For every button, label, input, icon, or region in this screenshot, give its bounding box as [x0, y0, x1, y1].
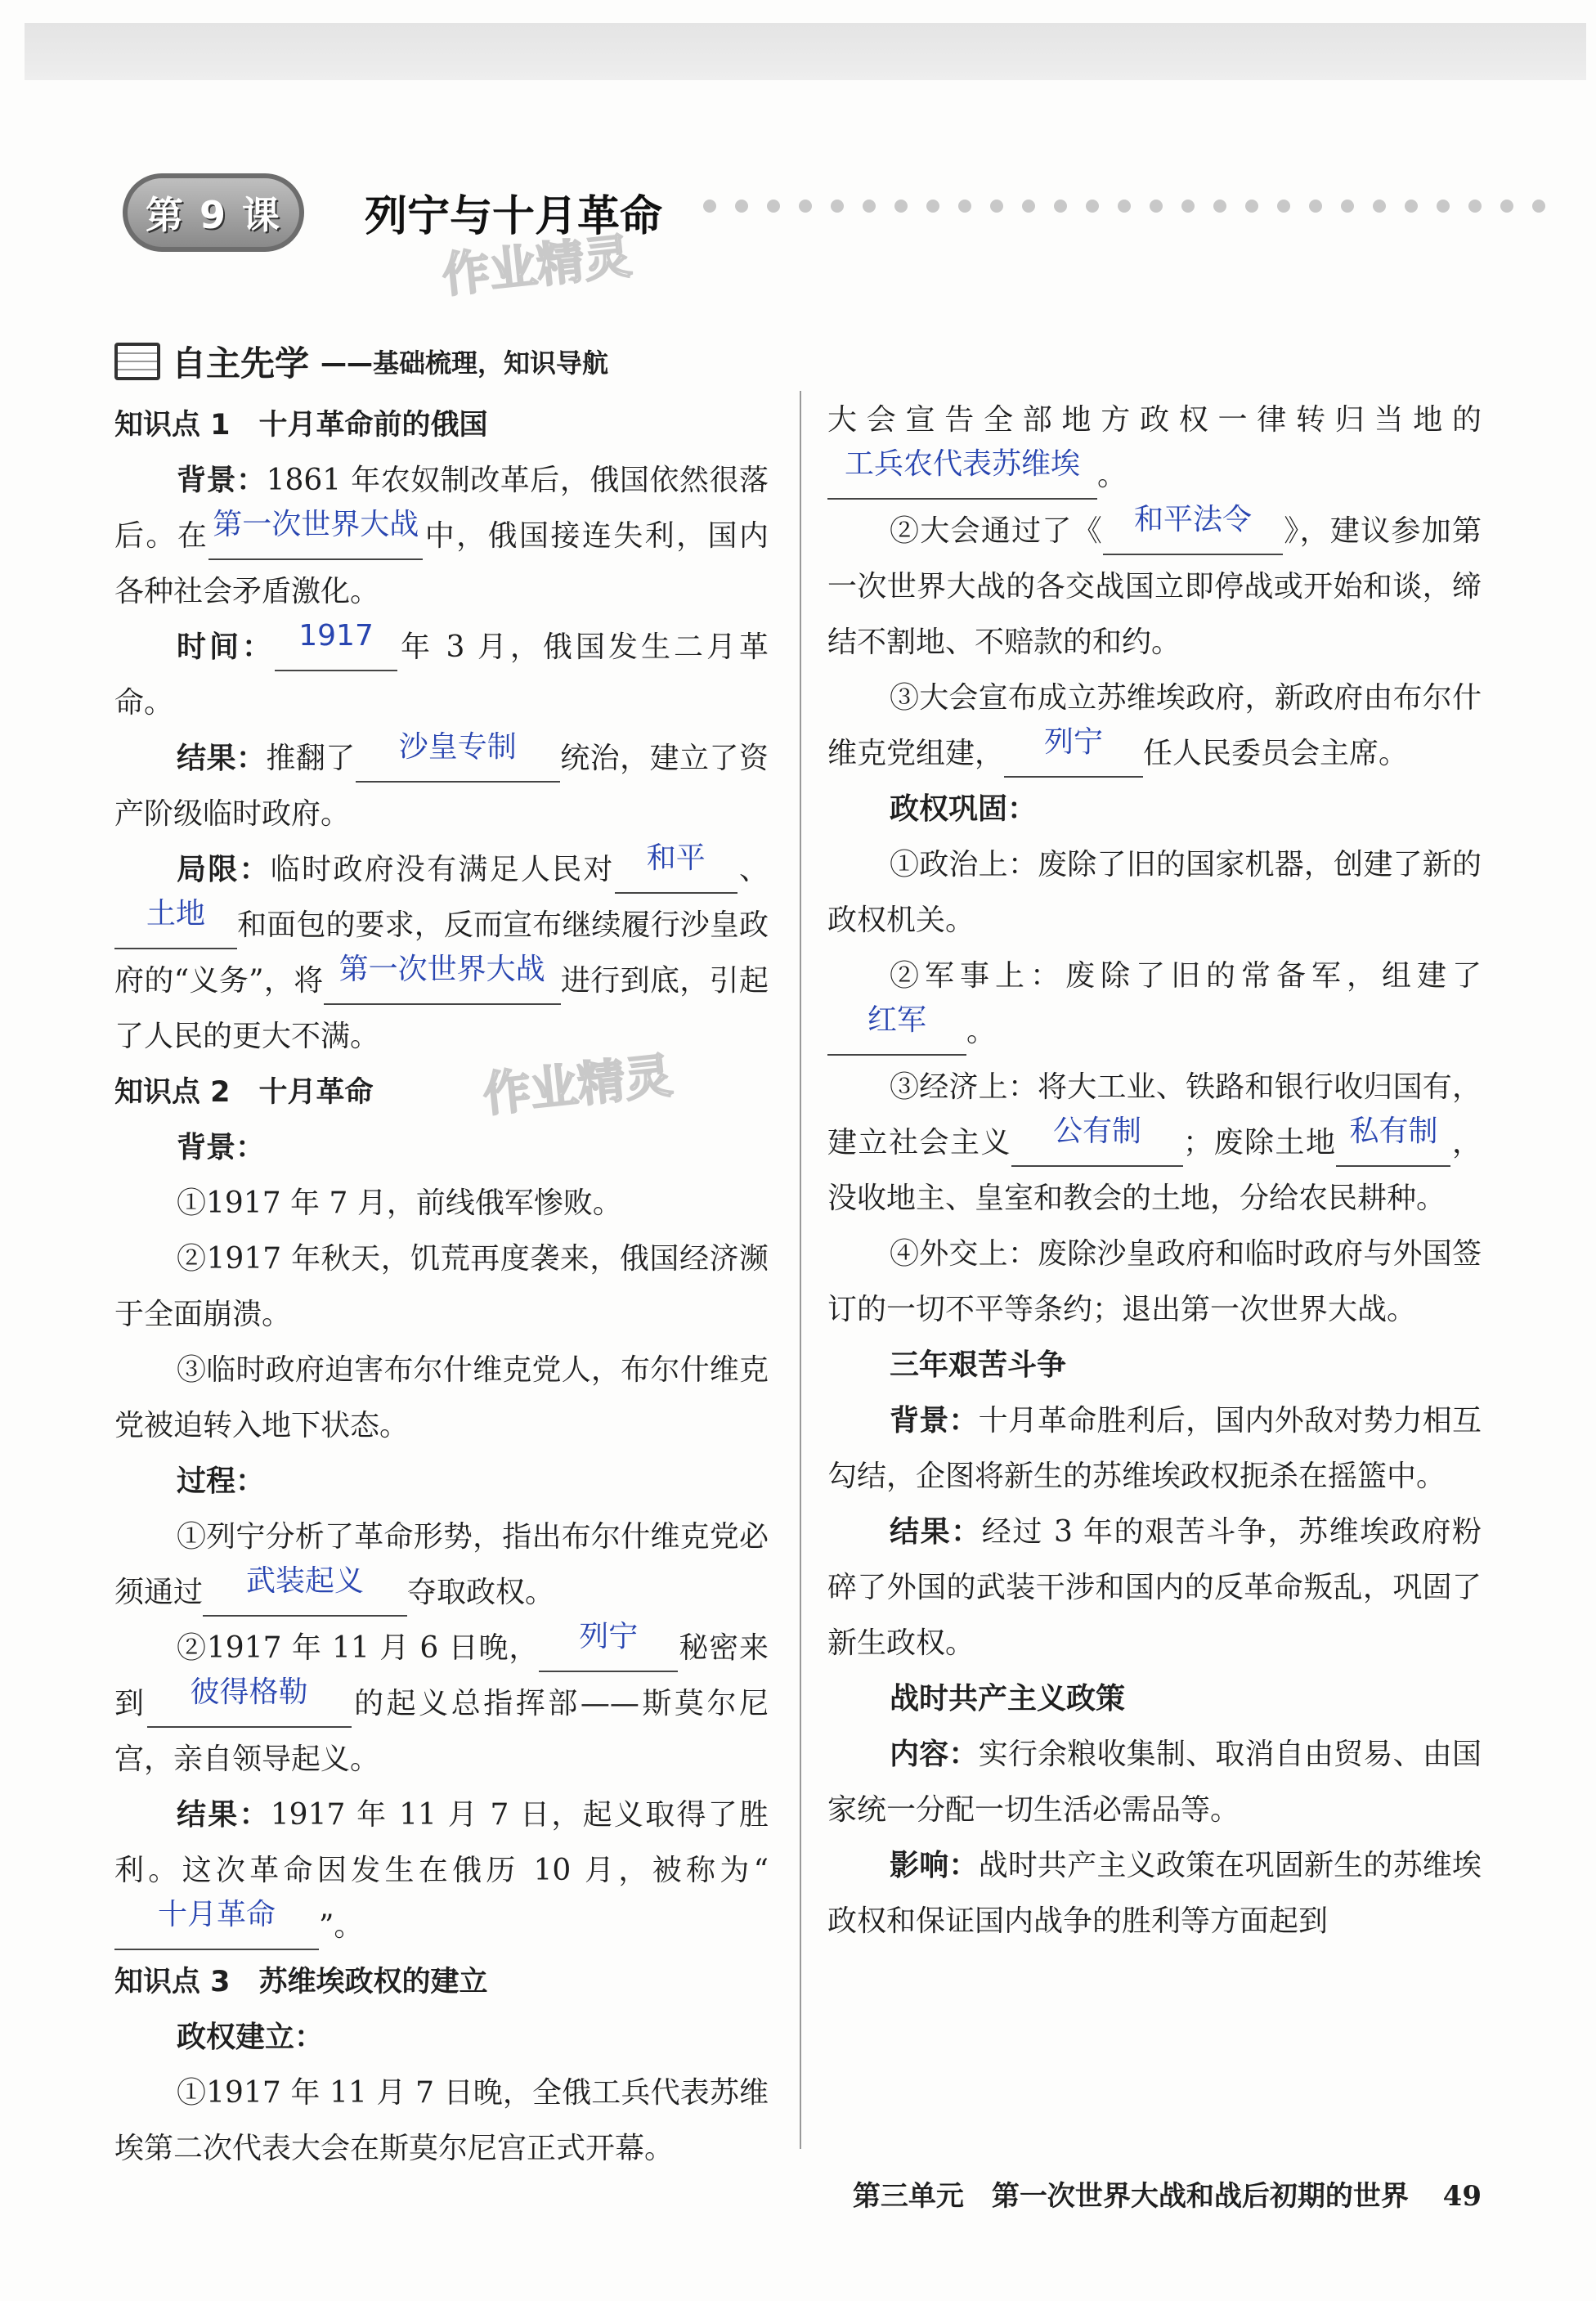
answer-blank: 彼得格勒 — [147, 1682, 352, 1728]
knowledge-point-3-title: 知识点 3 苏维埃政权的建立 — [114, 1966, 488, 1998]
answer-blank: 第一次世界大战 — [208, 514, 423, 560]
background-item: ①1917 年 7 月，前线俄军惨败。 — [177, 1186, 622, 1220]
background-label: 背景： — [177, 1131, 266, 1164]
continuation-paragraph: 大会宣告全部地方政权一律转归当地的工兵农代表苏维埃 。 — [827, 392, 1482, 504]
background-paragraph: 背景：十月革命胜利后，国内外敌对势力相互勾结，企图将新生的苏维埃政权扼杀在摇篮中。 — [827, 1404, 1482, 1493]
process-item: ②1917 年 11 月 6 日晚， 列宁 秘密来到 彼得格勒 的起义总指挥部——斯莫尔尼宫，亲自领导起义。 — [114, 1620, 769, 1776]
book-icon — [114, 343, 160, 380]
watermark: 作业精灵 — [480, 1047, 675, 1123]
answer-blank: 列宁 — [539, 1626, 678, 1672]
section-header — [114, 337, 608, 386]
column-divider — [800, 391, 801, 2149]
answer-blank: 土地 — [114, 904, 237, 949]
answer-blank: 十月革命 — [114, 1904, 319, 1950]
top-strip — [25, 23, 1586, 80]
answer-blank: 1917 — [275, 626, 397, 671]
process-label: 过程： — [177, 1464, 266, 1498]
background-item: ③临时政府迫害布尔什维克党人，布尔什维克党被迫转入地下状态。 — [114, 1353, 769, 1442]
subheading: 战时共产主义政策 — [890, 1682, 1126, 1716]
right-column — [827, 392, 1482, 1949]
time-paragraph: 时间： 1917 年 3 月，俄国发生二月革命。 — [114, 619, 769, 720]
influence-paragraph: 影响：战时共产主义政策在巩固新生的苏维埃政权和保证国内战争的胜利等方面起到 — [827, 1849, 1482, 1938]
answer-blank: 第一次世界大战 — [324, 959, 561, 1005]
result-paragraph: 结果：1917 年 11 月 7 日，起义取得了胜利。这次革命因发生在俄历 10 月，被称为“十月革命 ”。 — [114, 1787, 769, 1954]
establishment-item: ②大会通过了《 和平法令 》，建议参加第一次世界大战的各交战国立即停战或开始和谈，缔结不割地、不赔款的和约。 — [827, 503, 1482, 659]
consolidation-item: ②军事上：废除了旧的常备军，组建了红军 。 — [827, 949, 1482, 1060]
result-paragraph: 结果：推翻了 沙皇专制 统治，建立了资产阶级临时政府。 — [114, 730, 769, 831]
consolidation-label: 政权巩固： — [890, 792, 1038, 826]
answer-blank: 红军 — [827, 1010, 966, 1056]
content-paragraph: 内容：实行余粮收集制、取消自由贸易、由国家统一分配一切生活必需品等。 — [827, 1738, 1482, 1827]
answer-blank: 列宁 — [1004, 732, 1143, 778]
process-item: ①列宁分析了革命形势，指出布尔什维克党必须通过 武装起义 夺取政权。 — [114, 1509, 769, 1621]
result-paragraph: 结果：经过 3 年的艰苦斗争，苏维埃政府粉碎了外国的武装干涉和国内的反革命叛乱，巩固了新生政权。 — [827, 1515, 1482, 1660]
background-item: ②1917 年秋天，饥荒再度袭来，俄国经济濒于全面崩溃。 — [114, 1242, 769, 1331]
lesson-badge: 第 9 课 — [123, 173, 304, 252]
consolidation-item: ③经济上：将大工业、铁路和银行收归国有，建立社会主义 公有制 ；废除土地 私有制 ，没收地主、皇室和教会的土地，分给农民耕种。 — [827, 1070, 1482, 1215]
knowledge-point-1-title: 知识点 1 十月革命前的俄国 — [114, 409, 488, 442]
section-title: 自主先学 — [172, 343, 310, 384]
establishment-label: 政权建立： — [177, 2021, 325, 2054]
consolidation-item: ④外交上：废除沙皇政府和临时政府与外国签订的一切不平等条约；退出第一次世界大战。 — [827, 1237, 1482, 1326]
watermark: 作业精灵 — [439, 228, 634, 303]
knowledge-point-2-title: 知识点 2 十月革命 — [114, 1076, 374, 1109]
establishment-item: ③大会宣布成立苏维埃政府，新政府由布尔什维克党组建， 列宁 任人民委员会主席。 — [827, 671, 1482, 782]
answer-blank: 武装起义 — [203, 1571, 407, 1617]
answer-blank: 沙皇专制 — [356, 737, 560, 783]
establishment-item: ①1917 年 11 月 7 日晚，全俄工兵代表苏维埃第二次代表大会在斯莫尔尼宫正式开幕。 — [114, 2076, 769, 2165]
page-number: 49 — [1442, 2180, 1482, 2213]
consolidation-item: ①政治上：废除了旧的国家机器，创建了新的政权机关。 — [827, 848, 1482, 937]
page-footer — [853, 2173, 1482, 2214]
lesson-title: 列宁与十月革命 — [365, 192, 663, 241]
left-column — [114, 397, 769, 2177]
answer-blank: 和平 — [615, 848, 737, 894]
subheading: 三年艰苦斗争 — [890, 1348, 1067, 1382]
background-paragraph: 背景：1861 年农奴制改革后，俄国依然很落后。在 第一次世界大战 中，俄国接连失利，国内各种社会矛盾激化。 — [114, 464, 769, 608]
unit-title: 第三单元 第一次世界大战和战后初期的世界 — [852, 2180, 1409, 2213]
section-subtitle: ——基础梳理，知识导航 — [321, 348, 609, 379]
limitation-paragraph: 局限：临时政府没有满足人民对 和平 、土地 和面包的要求，反而宣布继续履行沙皇政府的“义务”，将 第一次世界大战 进行到底，引起了人民的更大不满。 — [114, 841, 769, 1053]
answer-blank: 工兵农代表苏维埃 — [827, 454, 1097, 500]
answer-blank: 公有制 — [1011, 1121, 1183, 1167]
decorative-dots — [703, 200, 1586, 216]
answer-blank: 和平法令 — [1103, 509, 1283, 555]
answer-blank: 私有制 — [1336, 1121, 1450, 1167]
